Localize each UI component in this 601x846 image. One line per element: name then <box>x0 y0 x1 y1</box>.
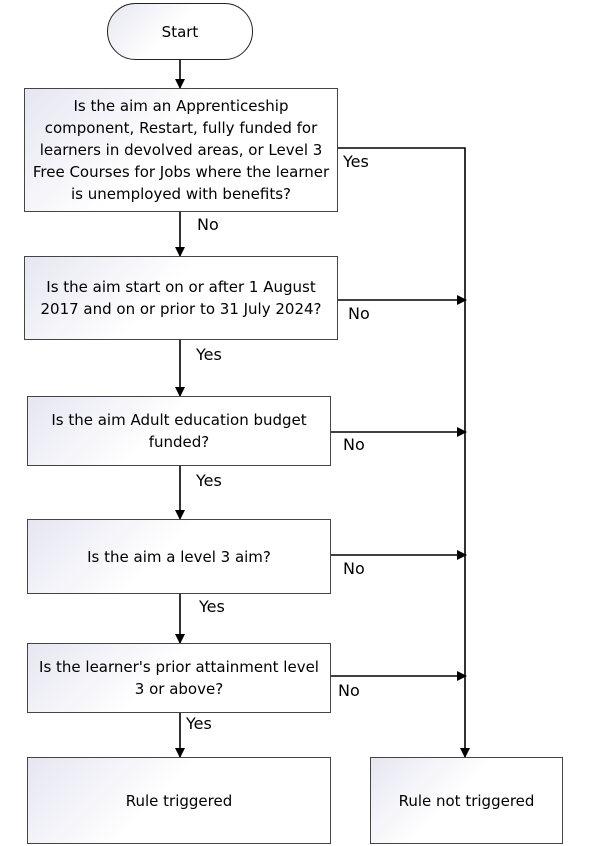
start-node <box>107 3 253 60</box>
label-q5-no: No <box>338 681 360 700</box>
label-q3-no: No <box>343 435 365 454</box>
outcome-rule-triggered <box>27 757 331 844</box>
label-q5-yes: Yes <box>186 714 212 733</box>
outcome-label: Rule triggered <box>125 791 233 810</box>
label-q4-no: No <box>343 559 365 578</box>
label-q2-yes: Yes <box>196 345 222 364</box>
decision-apprenticeship <box>24 88 338 212</box>
decision-label: Is the learner's prior attainment level 3 or above? <box>39 658 319 698</box>
label-q2-no: No <box>348 304 370 323</box>
outcome-rule-not-triggered <box>370 757 563 844</box>
start-label: Start <box>161 22 199 41</box>
label-q1-yes: Yes <box>343 152 369 171</box>
decision-prior-attainment <box>27 643 331 713</box>
label-q3-yes: Yes <box>196 471 222 490</box>
decision-label: Is the aim start on or after 1 August 2017 and on or prior to 31 July 2024? <box>40 278 322 318</box>
outcome-label: Rule not triggered <box>398 791 535 810</box>
decision-label: Is the aim an Apprenticeship component, Restart, fully funded for learners in devolved areas, or Level 3 Free Courses for Jobs where the learner is unemployed with benefits? <box>32 97 330 203</box>
decision-level-3-aim <box>27 519 331 594</box>
decision-start-date <box>24 256 338 340</box>
decision-label: Is the aim a level 3 aim? <box>87 547 271 566</box>
label-q4-yes: Yes <box>199 597 225 616</box>
label-q1-no: No <box>197 215 219 234</box>
decision-aeb-funded <box>27 396 331 466</box>
decision-label: Is the aim Adult education budget funded? <box>51 411 307 451</box>
